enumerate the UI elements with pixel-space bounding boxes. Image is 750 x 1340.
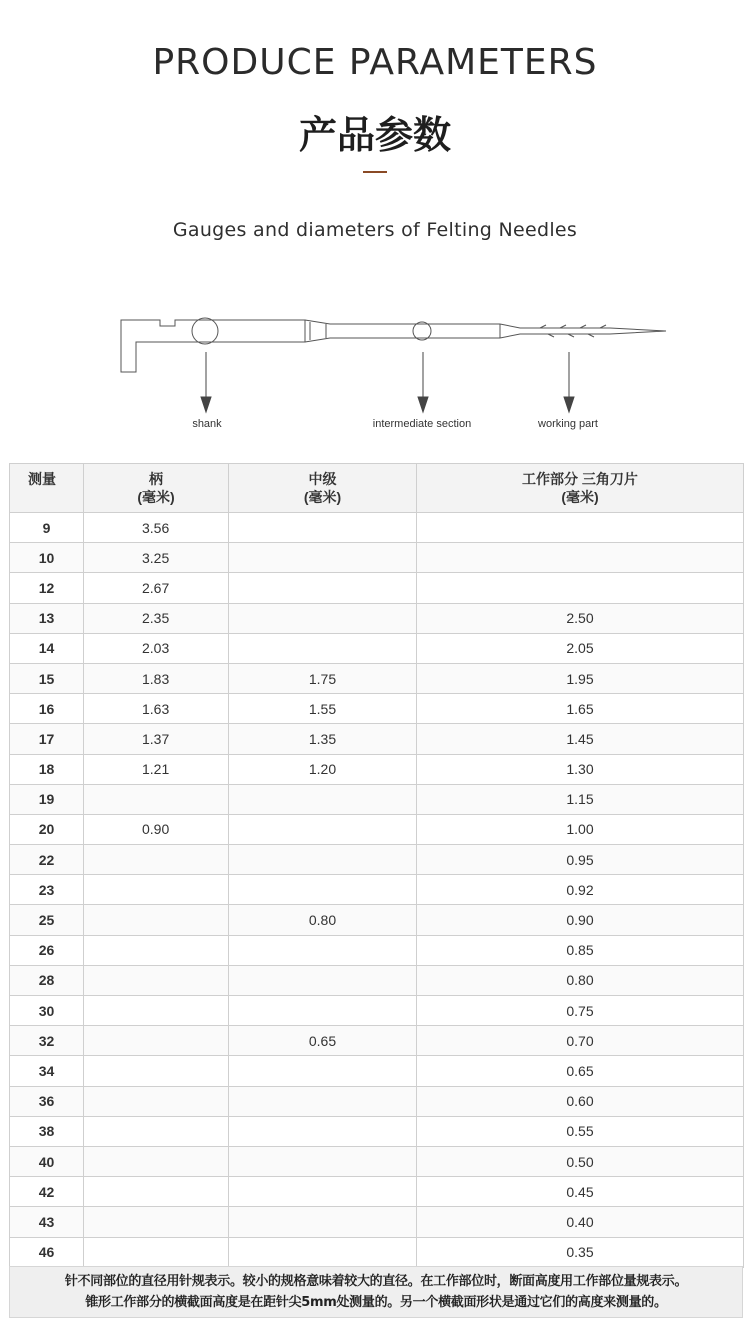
title-accent-rule [363, 171, 387, 173]
cell-shank: 3.56 [84, 513, 229, 543]
header-shank [84, 464, 229, 513]
cell-shank [84, 1207, 229, 1237]
cell-gauge: 12 [10, 573, 84, 603]
cell-intermediate [229, 965, 417, 995]
table-row [10, 513, 744, 543]
table-row [10, 1146, 744, 1176]
cell-working: 0.45 [417, 1177, 744, 1207]
cell-gauge: 46 [10, 1237, 84, 1267]
cell-working: 0.35 [417, 1237, 744, 1267]
cell-intermediate: 1.55 [229, 694, 417, 724]
cell-working: 2.05 [417, 633, 744, 663]
label-working-part: working part [538, 418, 598, 430]
cell-working: 0.95 [417, 845, 744, 875]
cell-working [417, 513, 744, 543]
page-title-en: PRODUCE PARAMETERS [152, 42, 598, 83]
cell-shank: 2.35 [84, 603, 229, 633]
table-header-row [10, 464, 744, 513]
cell-gauge: 9 [10, 513, 84, 543]
table-row [10, 1056, 744, 1086]
cell-working: 1.15 [417, 784, 744, 814]
cell-intermediate [229, 935, 417, 965]
cell-intermediate [229, 513, 417, 543]
cell-shank: 0.90 [84, 814, 229, 844]
cell-working: 1.45 [417, 724, 744, 754]
cell-working: 0.80 [417, 965, 744, 995]
cell-intermediate: 0.65 [229, 1026, 417, 1056]
cell-shank [84, 784, 229, 814]
table-row [10, 1237, 744, 1267]
cell-gauge: 20 [10, 814, 84, 844]
cell-shank [84, 1146, 229, 1176]
label-intermediate-section: intermediate section [372, 418, 472, 430]
header-working-unit: (毫米) [561, 489, 599, 505]
table-row [10, 905, 744, 935]
table-row [10, 965, 744, 995]
header-intermediate-label: 中级 [308, 471, 337, 487]
table-row [10, 573, 744, 603]
cell-working: 2.50 [417, 603, 744, 633]
note-line-1: 针不同部位的直径用针规表示。较小的规格意味着较大的直径。在工作部位时，断面高度用工作部位量规表示。 [64, 1274, 688, 1289]
needle-outline [121, 318, 666, 372]
cell-intermediate [229, 875, 417, 905]
cell-gauge: 19 [10, 784, 84, 814]
table-row [10, 1177, 744, 1207]
cell-working: 0.92 [417, 875, 744, 905]
table-row [10, 814, 744, 844]
cell-intermediate [229, 1086, 417, 1116]
cell-shank [84, 935, 229, 965]
table-row [10, 724, 744, 754]
cell-intermediate [229, 573, 417, 603]
cell-intermediate: 0.80 [229, 905, 417, 935]
cell-gauge: 14 [10, 633, 84, 663]
cell-gauge: 23 [10, 875, 84, 905]
table-row [10, 875, 744, 905]
table-row [10, 1086, 744, 1116]
cell-gauge: 28 [10, 965, 84, 995]
cell-working: 0.50 [417, 1146, 744, 1176]
table-row [10, 754, 744, 784]
cell-working: 0.40 [417, 1207, 744, 1237]
cell-working: 0.55 [417, 1116, 744, 1146]
cell-shank: 1.83 [84, 663, 229, 693]
cell-gauge: 15 [10, 663, 84, 693]
table-row [10, 663, 744, 693]
cell-intermediate: 1.35 [229, 724, 417, 754]
header-working [417, 464, 744, 513]
cell-gauge: 30 [10, 996, 84, 1026]
table-row [10, 543, 744, 573]
section-subtitle: Gauges and diameters of Felting Needles [172, 219, 578, 241]
cell-shank [84, 996, 229, 1026]
cell-gauge: 26 [10, 935, 84, 965]
cell-intermediate [229, 1116, 417, 1146]
cell-working: 0.60 [417, 1086, 744, 1116]
table-row [10, 1026, 744, 1056]
cell-shank [84, 1116, 229, 1146]
cell-shank: 1.37 [84, 724, 229, 754]
cell-working: 0.85 [417, 935, 744, 965]
cell-shank: 2.67 [84, 573, 229, 603]
table-row [10, 633, 744, 663]
cell-working: 0.90 [417, 905, 744, 935]
table-row [10, 935, 744, 965]
gauge-diameter-table [9, 463, 744, 1268]
cell-shank [84, 1026, 229, 1056]
table-row [10, 603, 744, 633]
cell-intermediate [229, 1146, 417, 1176]
cell-intermediate [229, 784, 417, 814]
cell-shank: 1.21 [84, 754, 229, 784]
cell-intermediate: 1.20 [229, 754, 417, 784]
cell-shank [84, 965, 229, 995]
label-shank: shank [192, 418, 222, 430]
cell-gauge: 40 [10, 1146, 84, 1176]
cell-working: 1.65 [417, 694, 744, 724]
table-row [10, 996, 744, 1026]
note-line-2: 锥形工作部分的横截面高度是在距针尖5mm处测量的。另一个横截面形状是通过它们的高度来测量的。 [85, 1295, 667, 1310]
page-title-cn: 产品参数 [298, 113, 451, 157]
cell-gauge: 38 [10, 1116, 84, 1146]
table-row [10, 694, 744, 724]
cell-gauge: 36 [10, 1086, 84, 1116]
cell-intermediate [229, 996, 417, 1026]
table-row [10, 845, 744, 875]
cell-working: 0.70 [417, 1026, 744, 1056]
cell-intermediate [229, 633, 417, 663]
measurement-note [9, 1266, 743, 1318]
cell-working: 1.30 [417, 754, 744, 784]
table-row [10, 1207, 744, 1237]
cell-gauge: 18 [10, 754, 84, 784]
cell-working: 1.95 [417, 663, 744, 693]
cell-intermediate [229, 1207, 417, 1237]
table-row [10, 784, 744, 814]
cell-shank [84, 875, 229, 905]
header-intermediate [229, 464, 417, 513]
cell-working: 1.00 [417, 814, 744, 844]
cell-shank [84, 905, 229, 935]
cell-working [417, 543, 744, 573]
cell-working [417, 573, 744, 603]
cell-gauge: 42 [10, 1177, 84, 1207]
cell-intermediate: 1.75 [229, 663, 417, 693]
table-row [10, 1116, 744, 1146]
cell-working: 0.75 [417, 996, 744, 1026]
header-gauge: 测量 [10, 464, 84, 513]
cell-shank [84, 1086, 229, 1116]
cell-gauge: 17 [10, 724, 84, 754]
cell-intermediate [229, 543, 417, 573]
cell-intermediate [229, 603, 417, 633]
cell-gauge: 16 [10, 694, 84, 724]
cell-working: 0.65 [417, 1056, 744, 1086]
header-shank-label: 柄 [149, 471, 163, 487]
cell-gauge: 22 [10, 845, 84, 875]
cell-shank [84, 1177, 229, 1207]
cell-gauge: 34 [10, 1056, 84, 1086]
cell-shank: 3.25 [84, 543, 229, 573]
pointer-arrows [201, 352, 574, 412]
cell-shank [84, 845, 229, 875]
cell-gauge: 13 [10, 603, 84, 633]
cell-intermediate [229, 1237, 417, 1267]
header-intermediate-unit: (毫米) [303, 489, 342, 505]
header-shank-unit: (毫米) [137, 489, 175, 505]
header-working-label: 工作部分 三角刀片 [522, 471, 638, 487]
cell-intermediate [229, 1177, 417, 1207]
cell-gauge: 25 [10, 905, 84, 935]
cell-shank [84, 1237, 229, 1267]
cell-shank: 1.63 [84, 694, 229, 724]
cell-intermediate [229, 814, 417, 844]
cell-shank: 2.03 [84, 633, 229, 663]
cell-gauge: 43 [10, 1207, 84, 1237]
cell-gauge: 10 [10, 543, 84, 573]
cell-intermediate [229, 845, 417, 875]
cell-shank [84, 1056, 229, 1086]
cell-gauge: 32 [10, 1026, 84, 1056]
felting-needle-diagram [0, 300, 750, 450]
cell-intermediate [229, 1056, 417, 1086]
